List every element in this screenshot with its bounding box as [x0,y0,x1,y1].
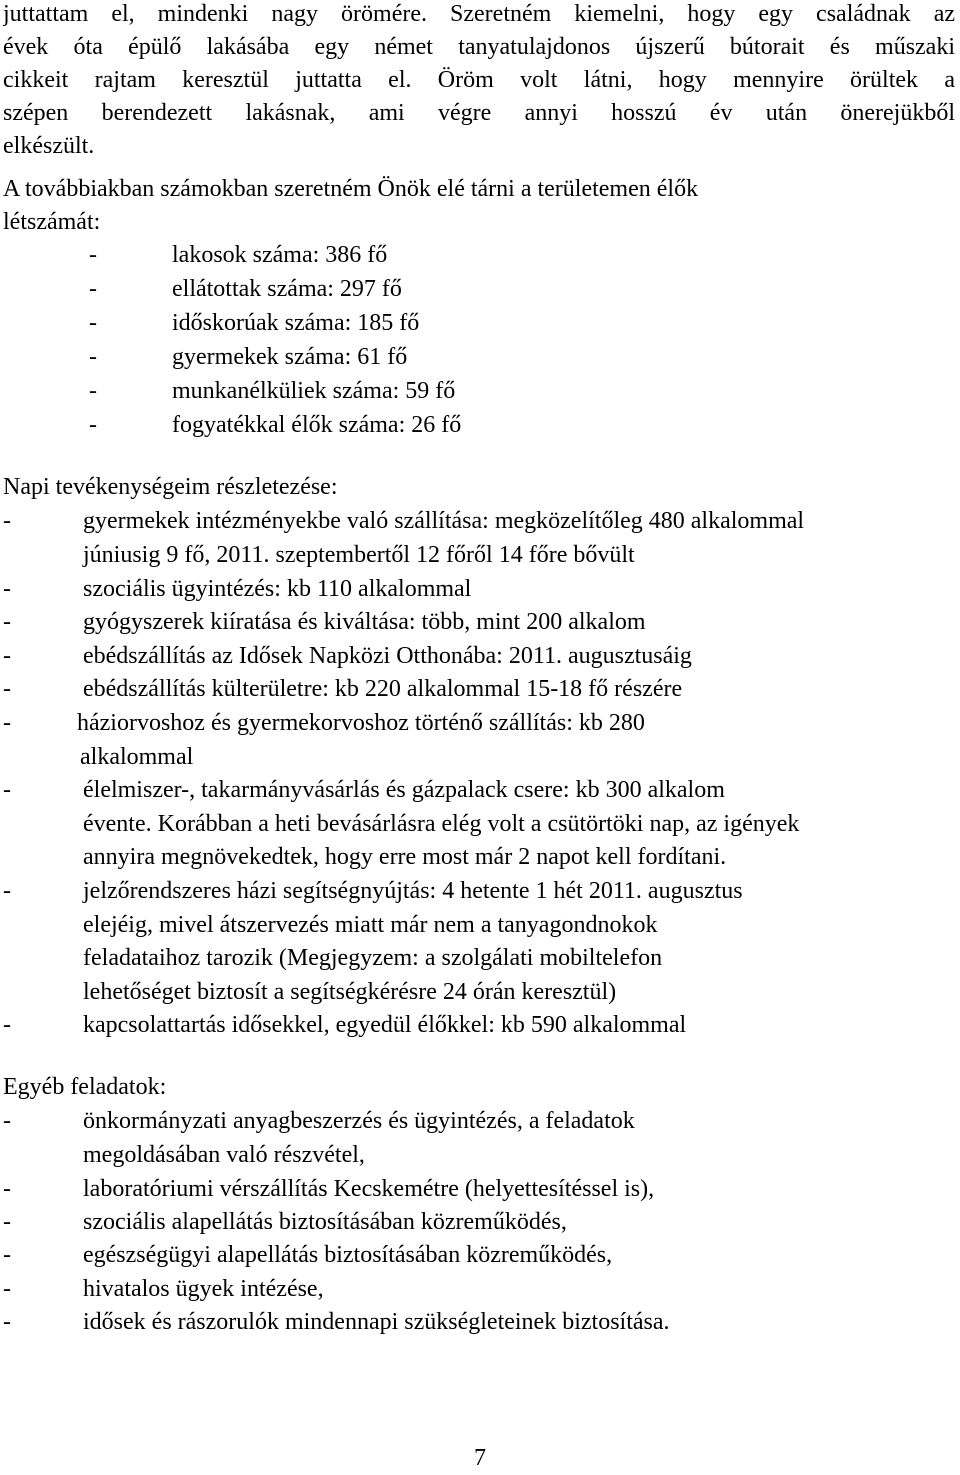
list-dash: - [3,1176,11,1202]
list-item [3,572,955,606]
intro-line: szépen berendezett lakásnak, ami végre annyi hosszú év után önerejükből [3,100,955,126]
list-item-text: élelmiszer-, takarmányvásárlás és gázpalack csere: kb 300 alkalom [83,777,725,803]
list-dash: - [89,412,97,438]
list-item-text: szociális ügyintézés: kb 110 alkalommal [83,576,472,602]
page-number: 7 [474,1445,486,1471]
list-item-text: feladataihoz tarozik (Megjegyzem: a szolgálati mobiltelefon [83,945,663,971]
list-item [3,1008,955,1042]
statistics-heading: létszámát: [3,209,101,235]
list-item-text: munkanélküliek száma: 59 fő [172,378,456,404]
list-item-text: egészségügyi alapellátás biztosításában közreműködés, [83,1242,613,1268]
list-item-continuation [3,538,955,572]
list-item-text: háziorvoshoz és gyermekorvoshoz történő szállítás: kb 280 [77,710,645,736]
list-item-text: időskorúak száma: 185 fő [172,310,420,336]
list-item-text: lehetőséget biztosít a segítségkérésre 24 órán keresztül) [83,979,617,1005]
list-dash: - [3,1276,11,1302]
list-item-text: idősek és rászorulók mindennapi szükségleteinek biztosítása. [83,1309,670,1335]
list-item [3,874,955,908]
list-item-text: júniusig 9 fő, 2011. szeptembertől 12 főről 14 főre bővült [83,542,635,568]
list-dash: - [3,878,11,904]
list-item-text: ellátottak száma: 297 fő [172,276,402,302]
list-item [3,408,955,442]
list-item [3,706,955,740]
list-item-continuation [3,908,955,942]
list-item-text: szociális alapellátás biztosításában közreműködés, [83,1209,567,1235]
list-item [3,639,955,673]
list-dash: - [89,242,97,268]
list-dash: - [89,276,97,302]
list-item-text: megoldásában való részvétel, [83,1142,365,1168]
list-item-continuation [3,807,955,841]
other-tasks-heading: Egyéb feladatok: [3,1074,167,1100]
list-dash: - [89,378,97,404]
list-item [3,306,955,340]
list-item [3,1272,955,1306]
list-item-text: önkormányzati anyagbeszerzés és ügyintézés, a feladatok [83,1108,635,1134]
list-item [3,605,955,639]
list-item-text: fogyatékkal élők száma: 26 fő [172,412,462,438]
list-item-text: hivatalos ügyek intézése, [83,1276,324,1302]
list-dash: - [89,344,97,370]
list-dash: - [3,1309,11,1335]
list-dash: - [3,643,11,669]
list-item-text: lakosok száma: 386 fő [172,242,388,268]
statistics-heading: A továbbiakban számokban szeretném Önök elé tárni a területemen élők [3,176,699,202]
daily-activities-heading: Napi tevékenységeim részletezése: [3,474,338,500]
list-item [3,773,955,807]
intro-line: cikkeit rajtam keresztül juttatta el. Öröm volt látni, hogy mennyire örültek a [3,67,955,93]
list-dash: - [3,710,11,736]
intro-line: elkészült. [3,133,95,159]
list-dash: - [3,1209,11,1235]
list-dash: - [3,1012,11,1038]
list-item-text: évente. Korábban a heti bevásárlásra elég volt a csütörtöki nap, az igények [83,811,800,837]
list-dash: - [3,676,11,702]
list-item-continuation [3,1138,955,1172]
list-item-text: jelzőrendszeres házi segítségnyújtás: 4 hetente 1 hét 2011. augusztus [83,878,743,904]
list-item-text: kapcsolattartás idősekkel, egyedül élőkkel: kb 590 alkalommal [83,1012,687,1038]
intro-line: évek óta épülő lakásába egy német tanyatulajdonos újszerű bútorait és műszaki [3,34,955,60]
list-item-continuation [3,941,955,975]
list-item [3,340,955,374]
list-item-continuation [3,975,955,1009]
list-item-text: laboratóriumi vérszállítás Kecskemétre (helyettesítéssel is), [83,1176,655,1202]
list-dash: - [89,310,97,336]
list-item [3,1172,955,1206]
list-item [3,1104,955,1138]
list-item-text: ebédszállítás külterületre: kb 220 alkalommal 15-18 fő részére [83,676,683,702]
list-item-text: ebédszállítás az Idősek Napközi Otthonába: 2011. augusztusáig [83,643,692,669]
list-item-continuation [3,740,955,774]
list-item [3,272,955,306]
list-dash: - [3,609,11,635]
list-item-text: elejéig, mivel átszervezés miatt már nem a tanyagondnokok [83,912,658,938]
list-item [3,374,955,408]
list-item-text: gyermekek intézményekbe való szállítása: megközelítőleg 480 alkalommal [83,508,805,534]
list-item [3,1305,955,1339]
list-item [3,504,955,538]
list-item-text: gyógyszerek kiíratása és kiváltása: több, mint 200 alkalom [83,609,646,635]
list-dash: - [3,576,11,602]
list-item [3,238,955,272]
list-item [3,1238,955,1272]
list-dash: - [3,1242,11,1268]
list-dash: - [3,508,11,534]
list-item-text: annyira megnövekedtek, hogy erre most már 2 napot kell fordítani. [83,844,727,870]
list-item-continuation [3,840,955,874]
list-item-text: gyermekek száma: 61 fő [172,344,408,370]
list-item [3,672,955,706]
list-dash: - [3,777,11,803]
list-dash: - [3,1108,11,1134]
list-item [3,1205,955,1239]
list-item-text: alkalommal [80,744,194,770]
intro-line: juttattam el, mindenki nagy örömére. Szeretném kiemelni, hogy egy családnak az [3,1,955,27]
